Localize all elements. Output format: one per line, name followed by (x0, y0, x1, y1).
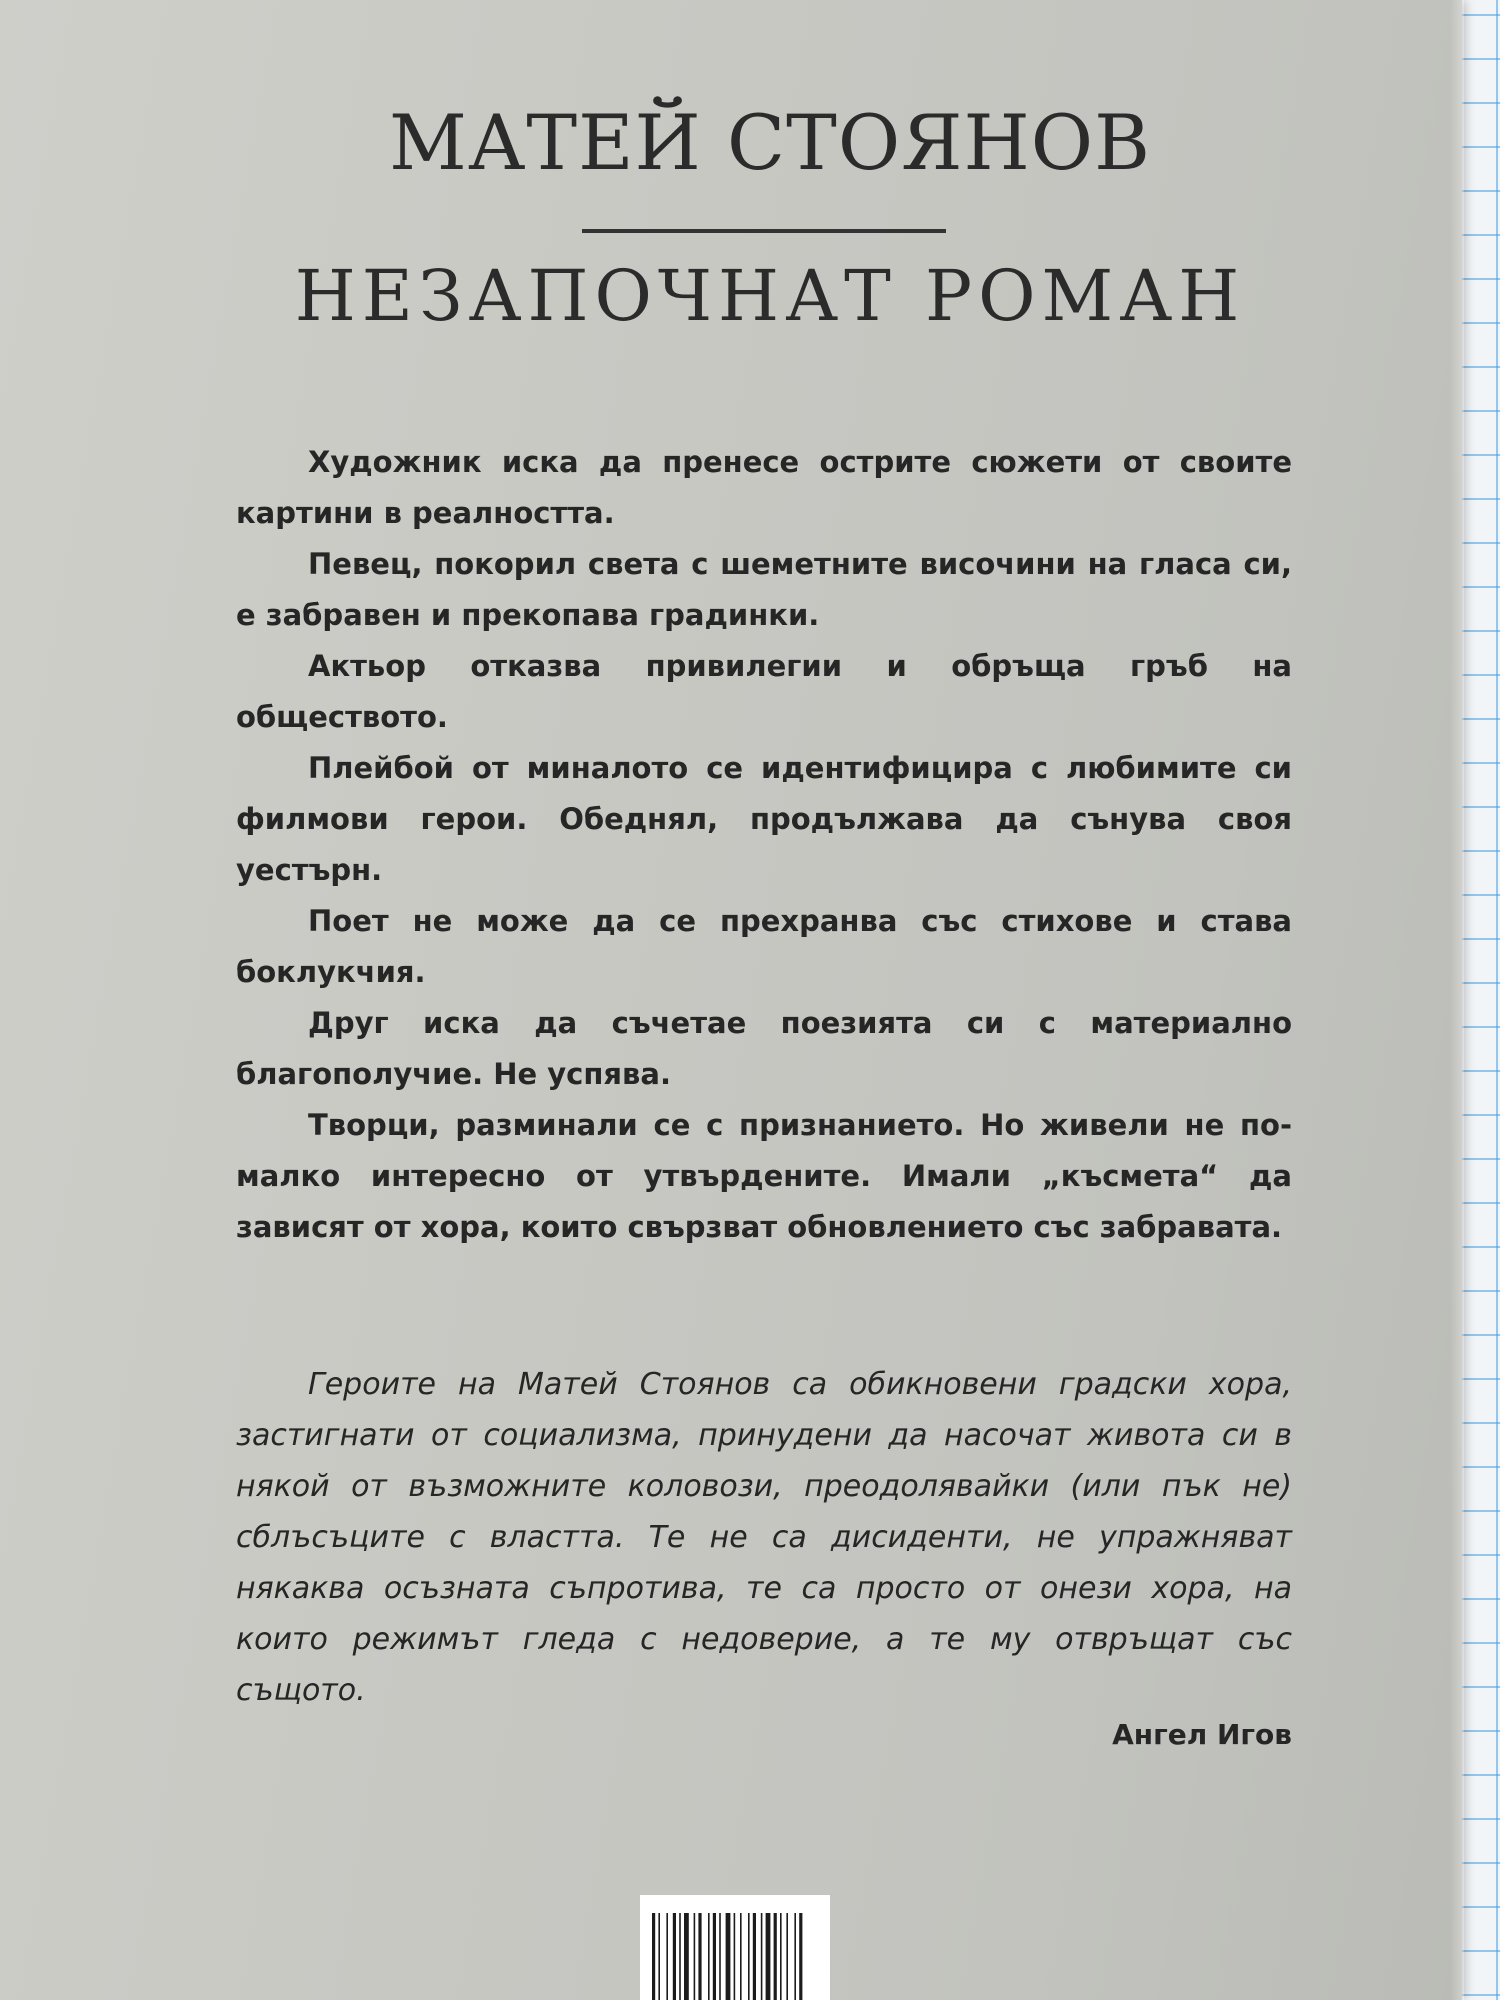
annotation-paragraph: Певец, покорил света с шеметните височини на гласа си, е забравен и прекопава градинки. (236, 547, 1292, 632)
barcode (640, 1895, 830, 2000)
annotation-paragraph: Художник иска да пренесе острите сюжети от своите картини в реалността. (236, 445, 1292, 530)
review-quote: Героите на Матей Стоянов са обикновени градски хора, застигнати от социализма, принудени да насочат живота си в някой от възможните коловози, преодолявайки (или пък не) сблъсъците с властта. Те не са дисиденти, не упражняват някаква осъзната съпротива, те са просто от онези хора, на които режимът гледа с недоверие, а те му отвръщат със същото. (236, 1367, 1292, 1708)
book-author: МАТЕЙ СТОЯНОВ (389, 98, 1151, 187)
annotation-paragraph: Творци, разминали се с признанието. Но живели не по-малко интересно от утвърдените. Имали „късмета“ да зависят от хора, които свързват обновлението със забравата. (236, 1108, 1292, 1244)
annotation-text (236, 437, 1292, 1253)
annotation-paragraph: Плейбой от миналото се идентифицира с любимите си филмови герои. Обеднял, продължава да сънува своя уестърн. (236, 751, 1292, 887)
annotation-paragraph: Актьор отказва привилегии и обръща гръб на обществото. (236, 649, 1292, 734)
barcode-icon (640, 1895, 830, 2000)
title-divider (582, 229, 946, 233)
book-title: НЕЗАПОЧНАТ РОМАН (294, 255, 1246, 337)
annotation-paragraph: Друг иска да съчетае поезията си с материално благополучие. Не успява. (236, 1006, 1292, 1091)
review-author: Ангел Игов (1112, 1718, 1292, 1751)
annotation-paragraph: Поет не може да се прехранва със стихове и става боклукчия. (236, 904, 1292, 989)
